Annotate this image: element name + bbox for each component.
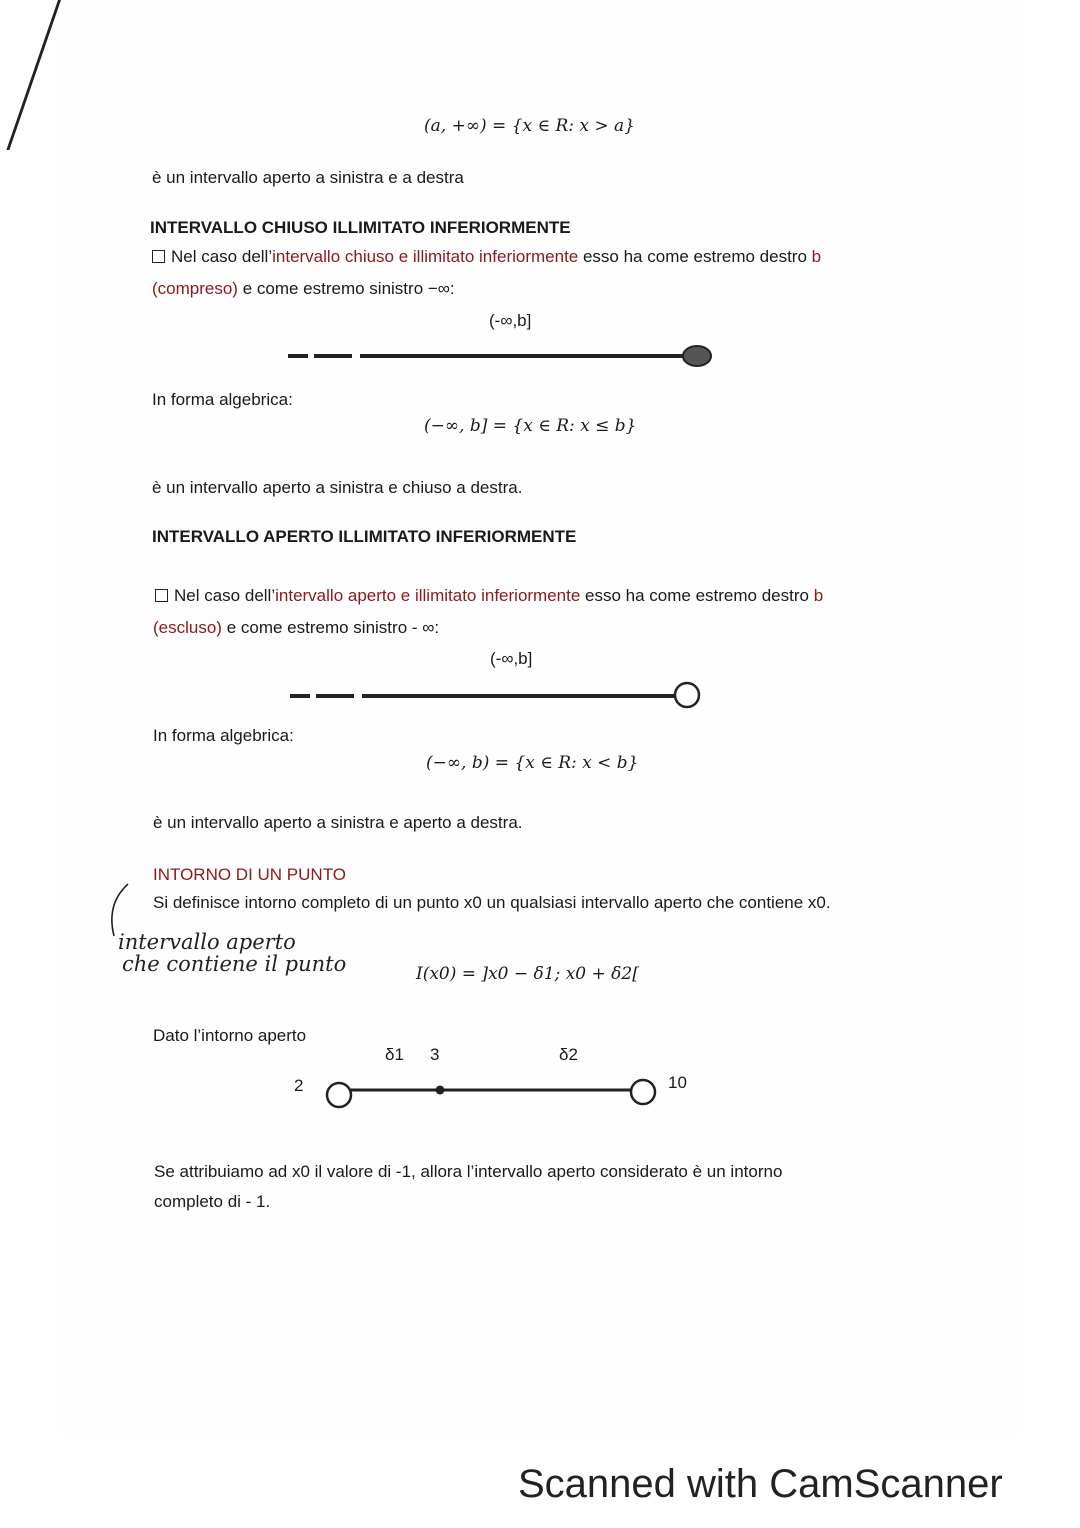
number-line-neighborhood — [318, 1076, 668, 1112]
label-ten: 10 — [668, 1073, 687, 1092]
conclusion-open: è un intervallo aperto a sinistra e aperto a destra. — [153, 813, 523, 832]
scanned-page — [60, 0, 1020, 1435]
closing-text-line2: completo di - 1. — [154, 1192, 271, 1211]
paragraph-open-line1: Nel caso dell’intervallo aperto e illimitato inferiormente esso ha come estremo destro b — [155, 586, 823, 606]
handwritten-note-line1: intervallo aperto — [118, 930, 296, 954]
number-line-open — [282, 680, 712, 710]
closing-text-line1: Se attribuiamo ad x0 il valore di -1, allora l’intervallo aperto considerato è un intorno — [154, 1162, 783, 1181]
paragraph-open-line2: (escluso) e come estremo sinistro - ∞: — [153, 618, 440, 637]
handwritten-note-line2: che contiene il punto — [122, 952, 347, 976]
formula-open: (−∞, b) = {x ∈ R: x < b} — [426, 753, 639, 773]
section-title-open-lower-unbounded: INTERVALLO APERTO ILLIMITATO INFERIORMENTE — [152, 527, 577, 546]
checkbox-icon — [152, 250, 165, 263]
section-title-neighborhood: INTORNO DI UN PUNTO — [153, 865, 346, 884]
label-two: 2 — [294, 1076, 304, 1095]
center-point-icon — [436, 1086, 445, 1095]
camscanner-watermark: Scanned with CamScanner — [518, 1462, 1003, 1506]
section-title-closed-lower-unbounded: INTERVALLO CHIUSO ILLIMITATO INFERIORMENTE — [150, 218, 571, 237]
conclusion-closed: è un intervallo aperto a sinistra e chiuso a destra. — [152, 478, 523, 497]
open-left-endpoint-icon — [327, 1083, 351, 1107]
neighborhood-definition: Si definisce intorno completo di un punto x0 un qualsiasi intervallo aperto che contiene x0. — [153, 893, 831, 912]
diagram-label-open: (-∞,b] — [490, 649, 533, 668]
page-edge-line — [6, 0, 61, 150]
checkbox-icon — [155, 589, 168, 602]
given-neighborhood-label: Dato l’intorno aperto — [153, 1026, 307, 1045]
algebraic-label-closed: In forma algebrica: — [152, 390, 293, 409]
number-line-closed — [280, 338, 720, 372]
formula-neighborhood: I(x0) = ]x0 − δ1; x0 + δ2[ — [416, 964, 639, 984]
closed-endpoint-icon — [683, 346, 711, 366]
formula-closed: (−∞, b] = {x ∈ R: x ≤ b} — [424, 416, 637, 436]
label-delta1: δ1 — [385, 1045, 404, 1064]
formula-a-plus-infinity: (a, +∞) = {x ∈ R: x > a} — [424, 116, 635, 136]
diagram-label-closed: (-∞,b] — [489, 311, 532, 330]
label-delta2: δ2 — [559, 1045, 578, 1064]
label-three: 3 — [430, 1045, 440, 1064]
paragraph-closed-line1: Nel caso dell’intervallo chiuso e illimitato inferiormente esso ha come estremo destro b — [152, 247, 821, 267]
algebraic-label-open: In forma algebrica: — [153, 726, 294, 745]
open-right-endpoint-icon — [631, 1080, 655, 1104]
open-endpoint-icon — [675, 683, 699, 707]
paragraph-closed-line2: (compreso) e come estremo sinistro −∞: — [152, 279, 455, 298]
text-open-both: è un intervallo aperto a sinistra e a destra — [152, 168, 464, 187]
